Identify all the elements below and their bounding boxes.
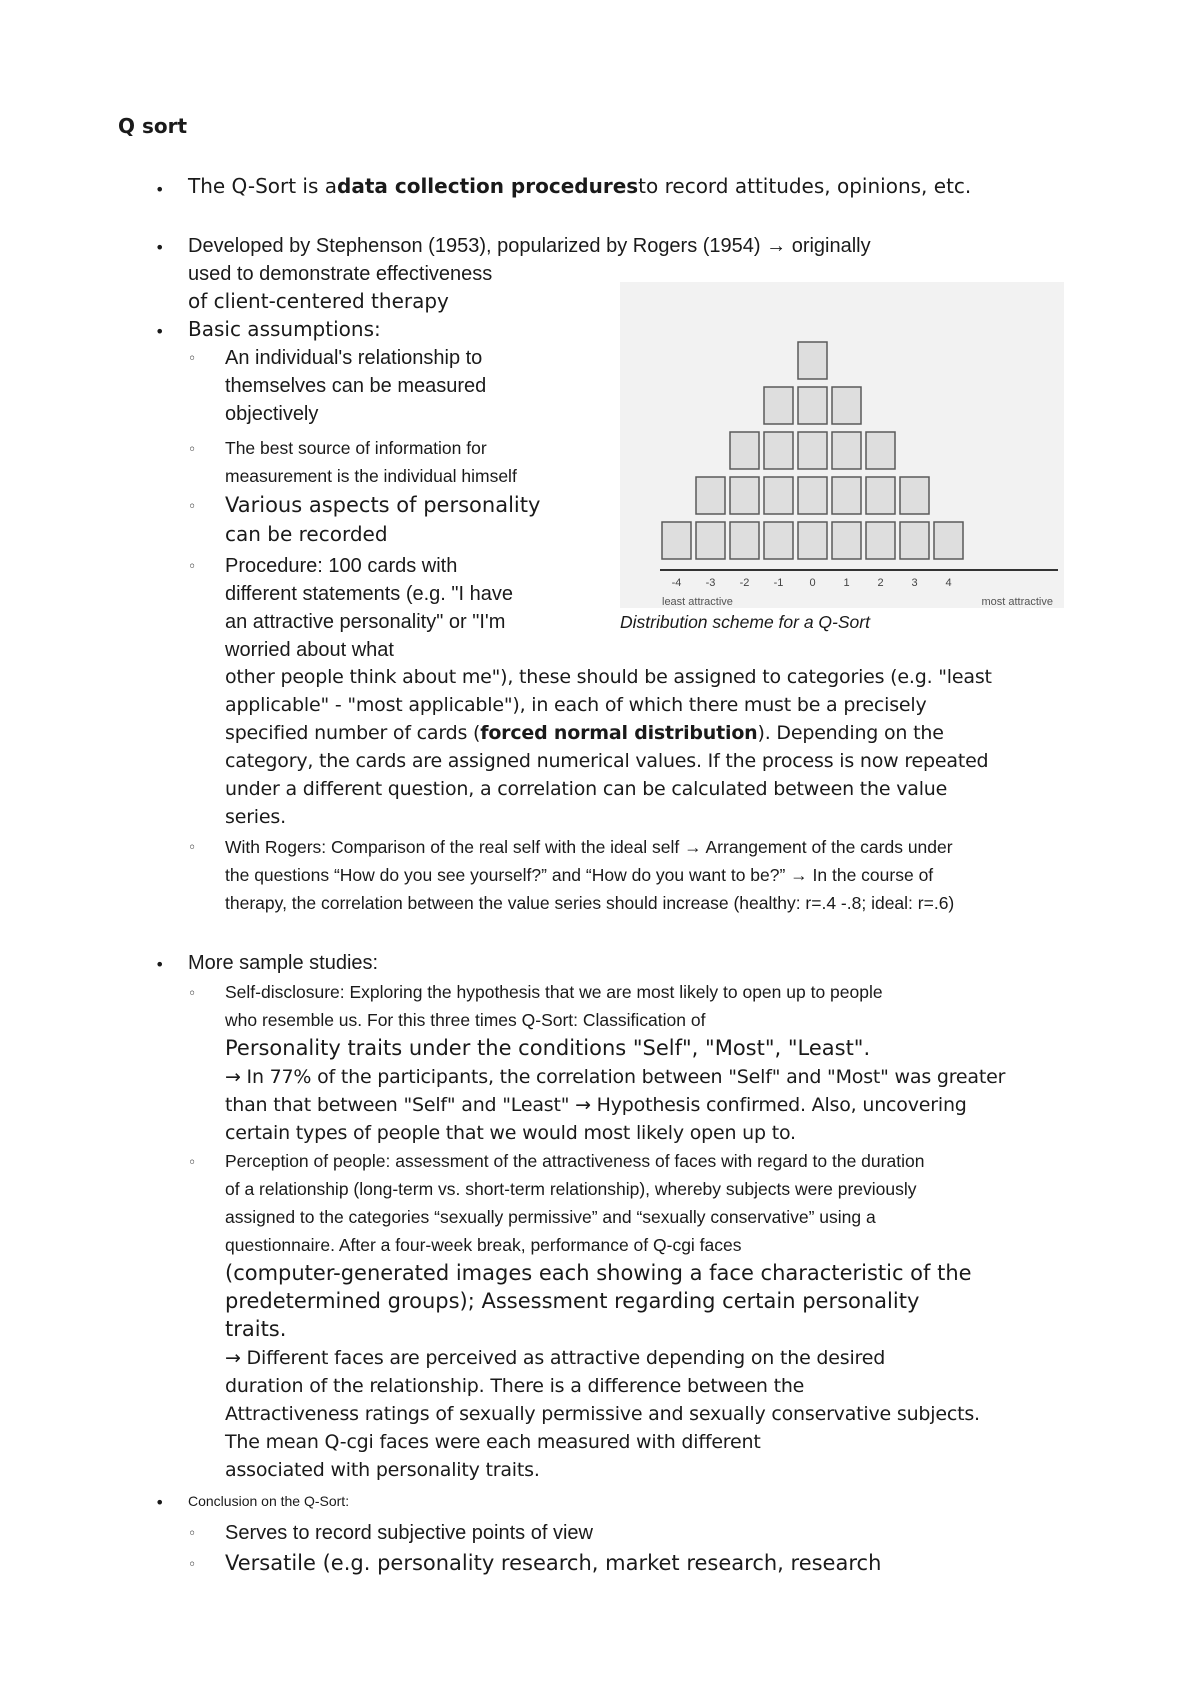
paragraph-line: Attractiveness ratings of sexually permissive and sexually conservative subjects. bbox=[225, 1403, 980, 1425]
paragraph-line: The best source of information for bbox=[225, 438, 487, 458]
paragraph-line: of client-centered therapy bbox=[188, 289, 449, 313]
paragraph-line: Versatile (e.g. personality research, market research, research bbox=[225, 1551, 882, 1575]
paragraph-line: used to demonstrate effectiveness bbox=[188, 263, 493, 285]
q-sort-card bbox=[730, 522, 759, 559]
q-sort-card bbox=[696, 522, 725, 559]
paragraph-line: → Different faces are perceived as attractive depending on the desired bbox=[225, 1347, 886, 1369]
paragraph-line: other people think about me"), these should be assigned to categories (e.g. "least bbox=[225, 666, 992, 688]
q-sort-card bbox=[866, 477, 895, 514]
bullet-marker: • bbox=[155, 322, 165, 341]
q-sort-card bbox=[798, 342, 827, 379]
q-sort-card bbox=[730, 477, 759, 514]
sub-bullet-marker: ◦ bbox=[188, 499, 197, 515]
sub-bullet-marker: ◦ bbox=[188, 1526, 197, 1542]
paragraph-line: The mean Q-cgi faces were each measured with different bbox=[225, 1431, 761, 1453]
bullet-label: Conclusion on the Q-Sort: bbox=[188, 1493, 350, 1509]
scale-label: 0 bbox=[809, 577, 816, 589]
paragraph-line: → In 77% of the participants, the correlation between "Self" and "Most" was greater bbox=[225, 1066, 1006, 1088]
sub-bullet-marker: ◦ bbox=[188, 986, 197, 1002]
q-sort-card bbox=[900, 477, 929, 514]
scale-label: 3 bbox=[911, 577, 918, 589]
paragraph-line: category, the cards are assigned numerical values. If the process is now repeated bbox=[225, 750, 989, 772]
scale-label: -3 bbox=[705, 577, 716, 589]
scale-label: -1 bbox=[773, 577, 784, 589]
q-sort-card bbox=[934, 522, 963, 559]
q-sort-card bbox=[832, 477, 861, 514]
distribution-scheme-image bbox=[620, 282, 1064, 608]
paragraph-line: traits. bbox=[225, 1317, 287, 1341]
scale-label: 1 bbox=[843, 577, 850, 589]
scale-label: -4 bbox=[671, 577, 682, 589]
paragraph-line: Various aspects of personality bbox=[225, 493, 541, 517]
paragraph-line: measurement is the individual himself bbox=[225, 466, 517, 486]
bullet-marker: • bbox=[155, 955, 165, 974]
q-sort-card bbox=[662, 522, 691, 559]
paragraph-line: An individual's relationship to bbox=[225, 347, 483, 369]
sub-bullet-marker: ◦ bbox=[188, 1557, 197, 1573]
paragraph-line: than that between "Self" and "Least" → Hypothesis confirmed. Also, uncovering bbox=[225, 1094, 967, 1116]
text-run: ). Depending on the bbox=[757, 722, 944, 744]
bold-text-run: forced normal distribution bbox=[480, 722, 758, 744]
paragraph-line: series. bbox=[225, 806, 286, 828]
paragraph-line: applicable" - "most applicable"), in each of which there must be a precisely bbox=[225, 694, 927, 716]
paragraph-line bbox=[225, 724, 944, 743]
text-run: The Q-Sort is a bbox=[188, 174, 338, 198]
paragraph-line: questionnaire. After a four-week break, performance of Q-cgi faces bbox=[225, 1235, 742, 1255]
q-sort-card bbox=[764, 387, 793, 424]
paragraph-line: who resemble us. For this three times Q-Sort: Classification of bbox=[225, 1010, 706, 1030]
paragraph-line: the questions “How do you see yourself?” and “How do you want to be?” → In the course of bbox=[225, 865, 934, 885]
bullet-marker: • bbox=[155, 1493, 165, 1512]
paragraph-line: With Rogers: Comparison of the real self with the ideal self → Arrangement of the cards under bbox=[225, 837, 953, 857]
bullet-marker: • bbox=[155, 180, 165, 199]
paragraph-line: Developed by Stephenson (1953), popularized by Rogers (1954) → originally bbox=[188, 235, 871, 257]
q-sort-card bbox=[764, 477, 793, 514]
paragraph-line: an attractive personality" or "I'm bbox=[225, 611, 506, 633]
paragraph-line: themselves can be measured bbox=[225, 375, 487, 397]
paragraph-line: Personality traits under the conditions "Self", "Most", "Least". bbox=[225, 1036, 871, 1060]
paragraph-line: worried about what bbox=[225, 639, 394, 661]
paragraph-line: Self-disclosure: Exploring the hypothesis that we are most likely to open up to people bbox=[225, 982, 883, 1002]
sub-bullet-marker: ◦ bbox=[188, 559, 197, 575]
q-sort-card bbox=[764, 522, 793, 559]
paragraph-line: Serves to record subjective points of view bbox=[225, 1522, 593, 1544]
paragraph-line: objectively bbox=[225, 403, 319, 425]
paragraph-line: associated with personality traits. bbox=[225, 1459, 540, 1481]
q-sort-card bbox=[696, 477, 725, 514]
bold-text-run: data collection procedures bbox=[337, 174, 639, 198]
scale-label: 2 bbox=[877, 577, 884, 589]
text-run: to record attitudes, opinions, etc. bbox=[638, 174, 972, 198]
paragraph-line: Procedure: 100 cards with bbox=[225, 555, 458, 577]
bullet-marker: • bbox=[155, 238, 165, 257]
paragraph-line: under a different question, a correlation can be calculated between the value bbox=[225, 778, 948, 800]
q-sort-card bbox=[798, 477, 827, 514]
q-sort-card bbox=[764, 432, 793, 469]
sub-bullet-marker: ◦ bbox=[188, 442, 197, 458]
scale-label: 4 bbox=[945, 577, 952, 589]
q-sort-card bbox=[798, 522, 827, 559]
paragraph-line: predetermined groups); Assessment regarding certain personality bbox=[225, 1289, 920, 1313]
q-sort-card bbox=[832, 522, 861, 559]
bullet-label: More sample studies: bbox=[188, 952, 379, 974]
q-sort-card bbox=[798, 387, 827, 424]
q-sort-card bbox=[730, 432, 759, 469]
paragraph-line: (computer-generated images each showing a face characteristic of the bbox=[225, 1261, 972, 1285]
scale-label: -2 bbox=[739, 577, 750, 589]
label-most-attractive: most attractive bbox=[981, 596, 1053, 608]
q-sort-card bbox=[832, 432, 861, 469]
q-sort-card bbox=[832, 387, 861, 424]
text-run: specified number of cards ( bbox=[225, 722, 481, 744]
paragraph-line: therapy, the correlation between the value series should increase (healthy: r=.4 -.8; ideal: r=.6) bbox=[225, 893, 955, 913]
figure-caption: Distribution scheme for a Q-Sort bbox=[620, 612, 870, 632]
paragraph-line: certain types of people that we would most likely open up to. bbox=[225, 1122, 796, 1144]
q-sort-card bbox=[798, 432, 827, 469]
distribution-figure bbox=[620, 282, 1064, 608]
q-sort-card bbox=[866, 522, 895, 559]
q-sort-card bbox=[866, 432, 895, 469]
sub-bullet-marker: ◦ bbox=[188, 351, 197, 367]
paragraph-line: Perception of people: assessment of the attractiveness of faces with regard to the duration bbox=[225, 1151, 925, 1171]
label-least-attractive: least attractive bbox=[662, 596, 733, 608]
paragraph-line: different statements (e.g. "I have bbox=[225, 583, 513, 605]
bullet-q-sort-definition bbox=[188, 176, 971, 196]
q-sort-card bbox=[900, 522, 929, 559]
paragraph-line: assigned to the categories “sexually permissive” and “sexually conservative” using a bbox=[225, 1207, 876, 1227]
sub-bullet-marker: ◦ bbox=[188, 1155, 197, 1171]
page-title: Q sort bbox=[118, 114, 188, 138]
paragraph-line: of a relationship (long-term vs. short-term relationship), whereby subjects were previously bbox=[225, 1179, 917, 1199]
bullet-label: Basic assumptions: bbox=[188, 317, 381, 341]
paragraph-line: can be recorded bbox=[225, 522, 388, 546]
sub-bullet-marker: ◦ bbox=[188, 840, 197, 856]
paragraph-line: duration of the relationship. There is a difference between the bbox=[225, 1375, 805, 1397]
